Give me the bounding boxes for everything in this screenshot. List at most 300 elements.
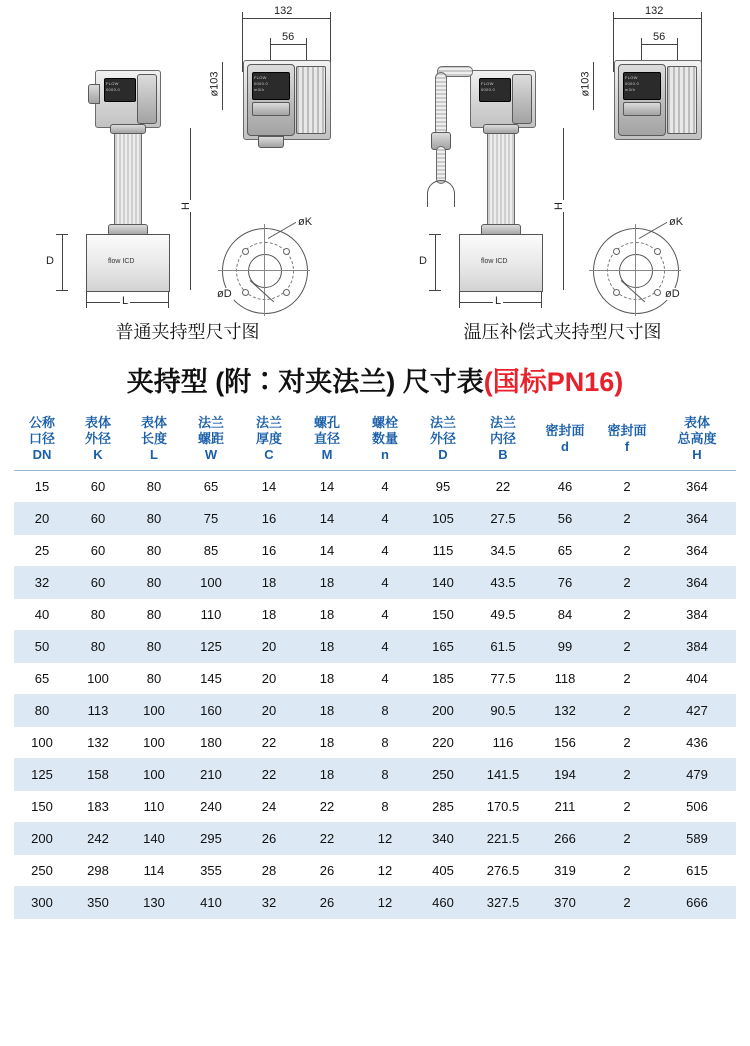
cell-n: 12 [356, 823, 414, 855]
col-header-h-line1: 表体 [683, 415, 710, 430]
bolt-hole-1 [242, 248, 249, 255]
bolt-hole-4-r [654, 289, 661, 296]
col-header-n [356, 409, 414, 471]
cell-b: 170.5 [472, 791, 534, 823]
cell-seal-d: 118 [534, 663, 596, 695]
caption-standard-clamp: 普通夹持型尺寸图 [115, 322, 260, 342]
dim-line-o103-r [593, 62, 594, 110]
cell-l: 100 [126, 727, 182, 759]
cell-dn: 20 [14, 503, 70, 535]
side-view-cover-r [512, 74, 532, 124]
col-header-k-line2: 外径 [84, 431, 111, 446]
section-title-standard: (国标PN16) [483, 367, 624, 397]
bolt-hole-4 [283, 289, 290, 296]
col-header-m-line2: 直径 [313, 431, 340, 446]
cell-c: 18 [240, 599, 298, 631]
col-header-n-line2: 数量 [371, 431, 398, 446]
cell-k: 350 [70, 887, 126, 919]
cell-dn: 15 [14, 471, 70, 503]
converter-ribs [296, 66, 326, 134]
sensor-stem [114, 126, 142, 232]
cell-m: 18 [298, 663, 356, 695]
col-header-l-line2: 长度 [140, 431, 167, 446]
table-row [14, 567, 736, 599]
cell-m: 26 [298, 887, 356, 919]
cell-seal-d: 99 [534, 631, 596, 663]
side-display-line-2-r: 0000.0 [481, 87, 496, 92]
cell-l: 100 [126, 695, 182, 727]
col-header-w [182, 409, 240, 471]
caption-temp-pressure-comp: 温压补偿式夹持型尺寸图 [463, 322, 662, 342]
cell-l: 100 [126, 759, 182, 791]
display-line-2-r: 0000.0 [625, 81, 640, 86]
col-header-seal-f-line3: f [624, 439, 630, 454]
cell-c: 16 [240, 503, 298, 535]
cell-k: 298 [70, 855, 126, 887]
cell-c: 16 [240, 535, 298, 567]
dim-ext-L-left-r [459, 292, 460, 308]
cell-b: 276.5 [472, 855, 534, 887]
col-header-dn-line3: DN [32, 447, 52, 462]
table-body [14, 471, 736, 919]
cell-k: 80 [70, 599, 126, 631]
cell-n: 4 [356, 599, 414, 631]
impulse-line [436, 146, 446, 184]
cell-w: 125 [182, 631, 240, 663]
dim-ext-L-right [168, 292, 169, 308]
cell-n: 4 [356, 567, 414, 599]
dim-line-D [62, 234, 63, 290]
flex-conduit-vertical [435, 72, 447, 136]
cell-b: 22 [472, 471, 534, 503]
col-header-n-line1: 螺栓 [371, 415, 398, 430]
cell-d-outer: 250 [414, 759, 472, 791]
table-row [14, 759, 736, 791]
cell-dn: 125 [14, 759, 70, 791]
table-row [14, 599, 736, 631]
cell-k: 132 [70, 727, 126, 759]
cell-m: 14 [298, 471, 356, 503]
cell-seal-d: 132 [534, 695, 596, 727]
cell-dn: 100 [14, 727, 70, 759]
cell-c: 20 [240, 663, 298, 695]
dim-line-D-r [435, 234, 436, 290]
dim-tick-D-bottom-r [429, 290, 441, 291]
cell-seal-f: 2 [596, 855, 658, 887]
col-header-d-outer-line2: 外径 [429, 431, 456, 446]
cell-w: 100 [182, 567, 240, 599]
cell-h: 384 [658, 599, 736, 631]
dim-line-top-56 [270, 44, 306, 45]
cell-dn: 25 [14, 535, 70, 567]
cell-b: 49.5 [472, 599, 534, 631]
col-header-seal-f-line2: 密封面 [607, 423, 647, 438]
cell-l: 130 [126, 887, 182, 919]
cell-n: 8 [356, 695, 414, 727]
col-header-w-line2: 螺距 [197, 431, 224, 446]
display-line-3: m3/h [254, 87, 265, 92]
cell-n: 4 [356, 663, 414, 695]
col-header-l [126, 409, 182, 471]
cell-seal-f: 2 [596, 791, 658, 823]
cell-l: 80 [126, 567, 182, 599]
table-row [14, 791, 736, 823]
cell-c: 24 [240, 791, 298, 823]
cell-seal-f: 2 [596, 663, 658, 695]
cell-h: 589 [658, 823, 736, 855]
cell-c: 28 [240, 855, 298, 887]
cell-seal-d: 319 [534, 855, 596, 887]
dim-line-o103 [222, 62, 223, 110]
bolt-hole-3-r [613, 289, 620, 296]
cell-d-outer: 340 [414, 823, 472, 855]
drawings-area [0, 0, 750, 318]
cell-seal-d: 65 [534, 535, 596, 567]
cell-c: 22 [240, 727, 298, 759]
cell-dn: 250 [14, 855, 70, 887]
cell-h: 666 [658, 887, 736, 919]
cell-l: 80 [126, 535, 182, 567]
bolt-hole-2 [283, 248, 290, 255]
cell-d-outer: 95 [414, 471, 472, 503]
cell-seal-f: 2 [596, 759, 658, 791]
cell-w: 180 [182, 727, 240, 759]
cell-w: 160 [182, 695, 240, 727]
cell-n: 8 [356, 759, 414, 791]
cell-l: 110 [126, 791, 182, 823]
col-header-w-line1: 法兰 [197, 415, 224, 430]
cell-n: 4 [356, 471, 414, 503]
col-header-k-line1: 表体 [84, 415, 111, 430]
cell-h: 436 [658, 727, 736, 759]
converter-nameplate [252, 102, 290, 116]
cell-k: 183 [70, 791, 126, 823]
dim-line-top-56-r [641, 44, 677, 45]
dim-label-top-56-r: 56 [653, 31, 666, 43]
cell-h: 364 [658, 535, 736, 567]
cell-b: 221.5 [472, 823, 534, 855]
col-header-k-line3: K [93, 447, 103, 462]
cell-b: 61.5 [472, 631, 534, 663]
cell-k: 60 [70, 471, 126, 503]
cell-dn: 150 [14, 791, 70, 823]
cell-b: 327.5 [472, 887, 534, 919]
table-row [14, 663, 736, 695]
table-row [14, 887, 736, 919]
cell-d-outer: 460 [414, 887, 472, 919]
cell-b: 141.5 [472, 759, 534, 791]
cell-c: 20 [240, 631, 298, 663]
col-header-k [70, 409, 126, 471]
cell-d-outer: 115 [414, 535, 472, 567]
cell-m: 18 [298, 727, 356, 759]
col-header-c [240, 409, 298, 471]
cell-n: 4 [356, 503, 414, 535]
cell-k: 158 [70, 759, 126, 791]
cell-seal-d: 194 [534, 759, 596, 791]
cell-b: 27.5 [472, 503, 534, 535]
cell-m: 18 [298, 567, 356, 599]
cell-h: 364 [658, 567, 736, 599]
dim-label-top-56: 56 [282, 31, 295, 43]
flange-centerline-v [264, 224, 265, 316]
dim-label-oD-r: øD [665, 288, 680, 300]
cell-h: 404 [658, 663, 736, 695]
cell-n: 12 [356, 855, 414, 887]
col-header-n-line3: n [381, 447, 389, 462]
cell-w: 75 [182, 503, 240, 535]
col-header-m [298, 409, 356, 471]
cell-m: 22 [298, 823, 356, 855]
cell-seal-f: 2 [596, 535, 658, 567]
cell-k: 60 [70, 567, 126, 599]
side-view-cover [137, 74, 157, 124]
dim-ext-L-right-r [541, 292, 542, 308]
cell-k: 100 [70, 663, 126, 695]
dim-label-top-132: 132 [274, 5, 293, 17]
cell-seal-d: 266 [534, 823, 596, 855]
cell-d-outer: 285 [414, 791, 472, 823]
table-row [14, 823, 736, 855]
col-header-dn-line2: 口径 [28, 431, 55, 446]
cell-seal-f: 2 [596, 503, 658, 535]
cell-dn: 200 [14, 823, 70, 855]
cell-b: 90.5 [472, 695, 534, 727]
col-header-w-line3: W [204, 447, 218, 462]
cell-d-outer: 185 [414, 663, 472, 695]
dim-tick-D-top [56, 234, 68, 235]
dim-ext-L-left [86, 292, 87, 308]
dim-label-oK: øK [298, 216, 313, 228]
display-line-3-r: m3/h [625, 87, 636, 92]
bolt-hole-1-r [613, 248, 620, 255]
dim-line-top-132 [242, 18, 330, 19]
display-line-1: FLOW [254, 75, 267, 80]
dim-line-top-132-r [613, 18, 701, 19]
drawing-standard-clamp [0, 0, 375, 318]
cell-c: 22 [240, 759, 298, 791]
converter-nameplate-r [623, 102, 661, 116]
siphon-loop [427, 180, 455, 207]
cell-b: 116 [472, 727, 534, 759]
cell-c: 20 [240, 695, 298, 727]
cell-m: 22 [298, 791, 356, 823]
captions-row [0, 318, 750, 352]
cell-seal-f: 2 [596, 727, 658, 759]
cell-seal-f: 2 [596, 695, 658, 727]
cell-w: 355 [182, 855, 240, 887]
col-header-seal-d [534, 409, 596, 471]
col-header-d-outer [414, 409, 472, 471]
cell-n: 4 [356, 535, 414, 567]
cell-d-outer: 220 [414, 727, 472, 759]
dim-label-D: D [46, 255, 54, 267]
col-header-l-line3: L [150, 447, 158, 462]
cell-dn: 65 [14, 663, 70, 695]
dim-tick-D-top-r [429, 234, 441, 235]
stem-collar-top [110, 124, 146, 134]
side-display-line-1-r: FLOW [481, 81, 494, 86]
dim-label-o103: ø103 [208, 71, 221, 97]
cell-c: 14 [240, 471, 298, 503]
cell-w: 240 [182, 791, 240, 823]
cell-m: 14 [298, 503, 356, 535]
dim-label-H: H [179, 202, 192, 210]
bolt-hole-2-r [654, 248, 661, 255]
cell-d-outer: 165 [414, 631, 472, 663]
table-row [14, 727, 736, 759]
cell-h: 364 [658, 471, 736, 503]
cell-w: 410 [182, 887, 240, 919]
dim-tick-D-bottom [56, 290, 68, 291]
table-row [14, 855, 736, 887]
table-header-row [14, 409, 736, 471]
display-line-1-r: FLOW [625, 75, 638, 80]
cell-d-outer: 105 [414, 503, 472, 535]
col-header-d-outer-line1: 法兰 [429, 415, 456, 430]
cell-dn: 80 [14, 695, 70, 727]
cell-seal-f: 2 [596, 631, 658, 663]
section-title [0, 352, 750, 409]
cell-seal-d: 46 [534, 471, 596, 503]
cell-seal-f: 2 [596, 887, 658, 919]
table-row [14, 535, 736, 567]
cell-dn: 50 [14, 631, 70, 663]
col-header-l-line1: 表体 [140, 415, 167, 430]
cell-seal-d: 370 [534, 887, 596, 919]
cell-l: 80 [126, 471, 182, 503]
dim-label-o103-r: ø103 [579, 71, 592, 97]
cell-seal-d: 211 [534, 791, 596, 823]
cell-n: 8 [356, 727, 414, 759]
cell-l: 80 [126, 599, 182, 631]
cell-seal-f: 2 [596, 471, 658, 503]
col-header-c-line1: 法兰 [255, 415, 282, 430]
cell-c: 18 [240, 567, 298, 599]
cell-seal-d: 156 [534, 727, 596, 759]
converter-ribs-r [667, 66, 697, 134]
cell-w: 110 [182, 599, 240, 631]
cell-seal-d: 84 [534, 599, 596, 631]
drawing-temp-pressure-comp [375, 0, 750, 318]
section-title-main: 夹持型 (附∶对夹法兰) 尺寸表 [126, 367, 484, 397]
table-row [14, 503, 736, 535]
cell-m: 18 [298, 759, 356, 791]
col-header-dn [14, 409, 70, 471]
cell-n: 8 [356, 791, 414, 823]
cell-seal-d: 56 [534, 503, 596, 535]
cell-l: 80 [126, 663, 182, 695]
dim-label-H-r: H [552, 202, 565, 210]
stem-collar-top-r [483, 124, 519, 134]
cell-d-outer: 200 [414, 695, 472, 727]
cell-m: 26 [298, 855, 356, 887]
side-display-line-2: 0000.0 [106, 87, 121, 92]
dimensions-table [14, 409, 736, 919]
col-header-seal-d-line2: 密封面 [545, 423, 585, 438]
cell-m: 14 [298, 535, 356, 567]
dim-label-oK-r: øK [669, 216, 684, 228]
dim-label-L-r: L [495, 295, 502, 307]
dim-label-D-r: D [419, 255, 427, 267]
col-header-b [472, 409, 534, 471]
col-header-h-line2: 总高度 [677, 431, 717, 446]
cell-h: 384 [658, 631, 736, 663]
cell-seal-f: 2 [596, 599, 658, 631]
col-header-b-line1: 法兰 [489, 415, 516, 430]
dim-label-L: L [122, 295, 129, 307]
cell-w: 85 [182, 535, 240, 567]
cell-h: 427 [658, 695, 736, 727]
cell-w: 65 [182, 471, 240, 503]
cell-w: 145 [182, 663, 240, 695]
flange-centerline-v-r [635, 224, 636, 316]
cell-d-outer: 405 [414, 855, 472, 887]
cell-k: 242 [70, 823, 126, 855]
sensor-stem-r [487, 126, 515, 232]
cell-h: 364 [658, 503, 736, 535]
cell-dn: 300 [14, 887, 70, 919]
cell-w: 295 [182, 823, 240, 855]
col-header-c-line2: 厚度 [255, 431, 282, 446]
cell-seal-f: 2 [596, 567, 658, 599]
cell-b: 43.5 [472, 567, 534, 599]
cell-l: 80 [126, 503, 182, 535]
cell-k: 80 [70, 631, 126, 663]
cell-k: 113 [70, 695, 126, 727]
cell-m: 18 [298, 695, 356, 727]
cell-h: 615 [658, 855, 736, 887]
table-row [14, 695, 736, 727]
cell-d-outer: 150 [414, 599, 472, 631]
col-header-h-line3: H [692, 447, 702, 462]
meter-body-logo: flow ICD [108, 258, 135, 265]
table-row [14, 471, 736, 503]
cell-l: 140 [126, 823, 182, 855]
side-view-gland [88, 84, 100, 104]
cell-c: 32 [240, 887, 298, 919]
display-line-2: 0000.0 [254, 81, 269, 86]
cell-b: 77.5 [472, 663, 534, 695]
col-header-m-line1: 螺孔 [313, 415, 340, 430]
cell-l: 114 [126, 855, 182, 887]
dim-label-top-132-r: 132 [645, 5, 664, 17]
cell-dn: 32 [14, 567, 70, 599]
meter-body-logo-r: flow ICD [481, 258, 508, 265]
cell-m: 18 [298, 599, 356, 631]
cell-d-outer: 140 [414, 567, 472, 599]
cell-b: 34.5 [472, 535, 534, 567]
col-header-dn-line1: 公称 [28, 415, 55, 430]
cell-seal-d: 76 [534, 567, 596, 599]
cell-l: 80 [126, 631, 182, 663]
side-display-line-1: FLOW [106, 81, 119, 86]
col-header-b-line2: 内径 [489, 431, 516, 446]
cell-h: 506 [658, 791, 736, 823]
cell-m: 18 [298, 631, 356, 663]
dim-label-oD: øD [217, 288, 232, 300]
cell-h: 479 [658, 759, 736, 791]
cell-n: 12 [356, 887, 414, 919]
cell-w: 210 [182, 759, 240, 791]
col-header-seal-f [596, 409, 658, 471]
converter-gland [258, 136, 284, 148]
col-header-d-outer-line3: D [438, 447, 448, 462]
cell-k: 60 [70, 503, 126, 535]
col-header-seal-d-line3: d [561, 439, 569, 454]
cell-dn: 40 [14, 599, 70, 631]
col-header-b-line3: B [498, 447, 508, 462]
